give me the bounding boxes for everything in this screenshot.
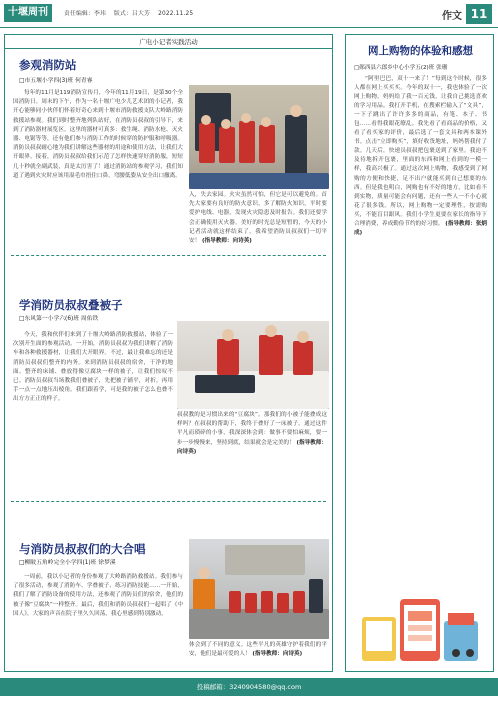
article-title: 学消防员叔叔叠被子 <box>19 298 123 312</box>
article-title: 参观消防站 <box>19 58 77 72</box>
masthead <box>0 0 498 28</box>
article-fold-quilt <box>5 291 332 499</box>
teacher-signature: (指导教师：张炳成) <box>354 220 487 236</box>
article-body: 一周前，我以小记者的身份参观了大岭路消防救援站。我们参与了很多活动，参观了消防车、学叠被子、练习消防技能……一开始，我们了解了消防设备的使用方法，还参观了消防员们的宿舍，他们的被子像“豆腐块”一样整齐。最后，我们和消防员叔叔们一起唱了《中国人》，大家的声音在院子里久久回荡，我心里感到特别激动。 <box>13 574 183 617</box>
article-author: □郧西县六郎乡中心小学五(2)班 张珊 <box>354 65 448 71</box>
article-author: □市五堰小学四(3)班 何青睿 <box>19 78 93 84</box>
article-body: 今天，我和伙伴们来到了十堰大岭路消防救援站，体验了一次别开生面的参观活动。一开始，消防员叔叔为我们讲解了消防车和各种救援器材，让我们大开眼界。不过，最让我难忘的还是消防员叔叔们整齐的内务。来到消防员叔叔的宿舍，干净的地面、整齐的床铺、叠放得像豆腐块一样的被子，让我们惊叹不已。消防员叔叔当场教我们叠被子，先把被子铺平，对折，再用手一点一点地压出棱角。我们跟着学，可是我的被子怎么也叠不出方方正正的样子。 <box>13 332 173 403</box>
newspaper-logo: 十堰周刊 <box>4 4 52 22</box>
article-author: □东风第一小学六(6)班 周佑铁 <box>19 316 99 322</box>
teacher-signature: (指导教师：向诗英) <box>252 651 303 658</box>
article-title: 网上购物的体验和感想 <box>368 45 473 57</box>
article-title: 与消防员叔叔们的大合唱 <box>19 542 146 556</box>
online-shopping-illustration <box>358 591 484 667</box>
page-number: 11 <box>466 4 492 24</box>
article-body: 每年的11月是119消防宣传月，今年的11月19日，是第30个全国消防日。周末的下午，作为一名十堰广电少儿艺术团的小记者，我开心能够同小伙伴们怀着好奇心来到十堰市消防救援支队大岭路消防救援站参观。我们到时整齐地列队站好，在消防员叔叔的引导下，来到了消防器材展览区。这里的器材可真多：救生绳、消防水枪、灭火器、电锯等等，还有他们参与消防工作的时候穿的防护服和呼吸器。消防员叔叔耐心地为我们讲解这些器材的用途和使用方法，让我们大开眼界。接着，消防员叔叔给我们示范了怎样快速穿好消防服，短短几十秒就全副武装，真是太厉害了！通过消防站的参观学习，我们知道了遇到火灾时应该用湿毛巾捂住口鼻，弯腰低姿从安全出口撤离。 <box>13 90 183 179</box>
article-chorus <box>5 537 332 671</box>
chorus-group-photo <box>189 539 329 639</box>
article-divider <box>11 255 326 256</box>
article-body-continued: 入，失去家园。火灾虽然可怕，但它是可以避免的。首先大家要有良好的防火意识，多了解防火知识，平时要爱护电线、电器，发现火灾隐患及时报告。我们还要学会正确使用灭火器。美好的时光总是短暂的，今天的小记者活动就这样结束了，我希望消防员叔叔们一切平安！ (指导教师：向诗英) <box>189 192 327 245</box>
article-body: “阿里巴巴，双十一来了！”每到这个时候，很多人都在网上买买买。今年的双十一，我也体验了一次网上购物。妈妈给了我一百元钱，让我自己挑选喜欢的学习用品。我打开手机，在搜索栏输入了“文具”，一下子跳出了许许多多的商品，有笔、本子、书包……看得我眼花缭乱。我先看了看商品的价格，又看了看买家的评价，最后选了一套文具和两本课外书。点击“立即购买”，填好收货地址，妈妈帮我付了款。几天后，快递员叔叔把包裹送到了家里。我迫不及待地拆开包裹，里面的东西和网上看到的一模一样，我高兴极了。通过这次网上购物，我感受到了网购的方便和快捷，足不出户就能买到自己想要的东西。但是我也明白，网购也有不好的地方，比如看不到实物，质量可能会有问题，还有一些人一不小心就花了很多钱。所以，网上购物一定要理性，按需购买，不能盲目跟风。我们小学生更要在家长的指导下合理消费，养成勤俭节约的好习惯。 (指导教师：张炳成) <box>354 76 487 236</box>
left-panel <box>4 34 333 672</box>
right-panel <box>345 34 494 672</box>
fire-station-group-photo <box>189 85 329 189</box>
issue-date: 2022.11.25 <box>158 11 194 17</box>
article-body-continued: 体会到了不同的意义。这些平凡的英雄守护着我们的平安，他们是最可爱的人！ (指导教师：向诗英) <box>189 642 327 658</box>
activity-banner: 广电小记者实践活动 <box>5 35 332 49</box>
header-meta <box>64 8 199 17</box>
article-body-continued: 叔叔教的是习惯出来的“豆腐块”。那我们的小被子能叠成这样吗？在叔叔的帮助下，我终于叠好了一床被子。通过这件平凡而琐碎的小事，我深深体会到：做事不要怕麻烦，要一步一步慢慢来，坚持到底，结果就会是完美的！ (指导教师：向诗英) <box>177 412 327 455</box>
editor-credit: 责任编辑：李玮 <box>64 11 106 17</box>
article-fire-station-visit <box>5 51 332 253</box>
section-name: 作文 <box>442 11 462 22</box>
article-author: □柳陂五角岭完全小学四(1)班 徐梦溪 <box>19 560 116 566</box>
teacher-signature: (指导教师：向诗英) <box>201 238 252 245</box>
article-divider <box>11 501 326 502</box>
submission-email-footer: 投稿邮箱：3240904580@qq.com <box>0 678 498 696</box>
designer-credit: 版式：吕大芳 <box>114 11 151 17</box>
quilt-folding-photo <box>177 321 329 409</box>
teacher-signature: (指导教师：向诗英) <box>177 439 327 455</box>
